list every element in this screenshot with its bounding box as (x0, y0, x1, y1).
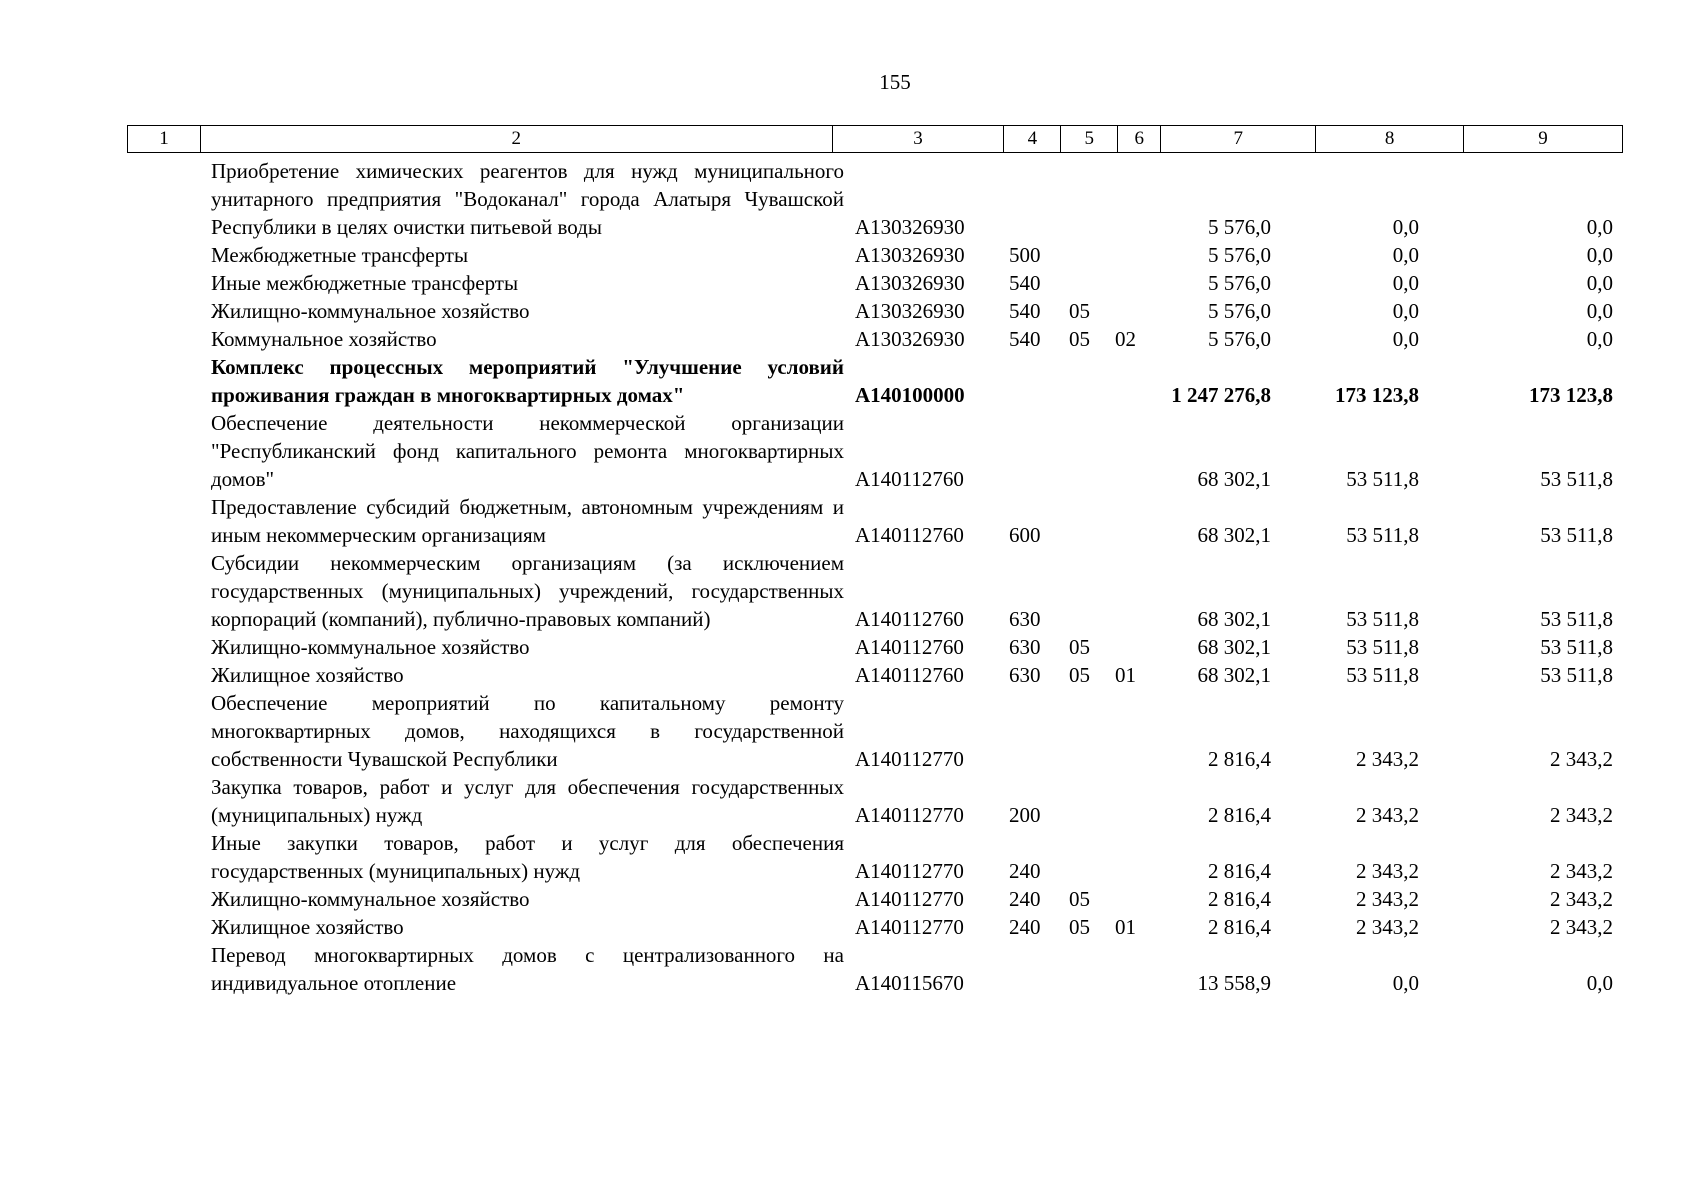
row-value-1: 2 816,4 (1208, 803, 1271, 827)
row-expense-type: 240 (1009, 915, 1041, 939)
row-value-3: 0,0 (1586, 215, 1613, 239)
table-row (127, 409, 1623, 493)
row-code: А140112760 (855, 467, 964, 491)
row-value-3: 2 343,2 (1550, 803, 1613, 827)
row-value-1: 13 558,9 (1197, 971, 1271, 995)
row-code: А140112770 (855, 887, 964, 911)
row-value-1: 5 576,0 (1208, 299, 1271, 323)
table-body (127, 157, 1623, 997)
header-col-5: 5 (1061, 126, 1118, 153)
row-value-1: 68 302,1 (1197, 663, 1271, 687)
row-name: Коммунальное хозяйство (211, 327, 437, 351)
row-expense-type: 540 (1009, 271, 1041, 295)
header-col-6: 6 (1118, 126, 1161, 153)
row-value-1: 2 816,4 (1208, 859, 1271, 883)
row-value-2: 173 123,8 (1335, 383, 1419, 407)
row-name: Жилищно-коммунальное хозяйство (211, 299, 530, 323)
row-subsection: 01 (1115, 663, 1136, 687)
row-value-2: 53 511,8 (1346, 523, 1419, 547)
row-code: А140112770 (855, 803, 964, 827)
row-value-2: 0,0 (1392, 215, 1419, 239)
table-row (127, 661, 1623, 689)
row-value-3: 2 343,2 (1550, 859, 1613, 883)
row-value-3: 0,0 (1586, 299, 1613, 323)
row-value-3: 2 343,2 (1550, 887, 1613, 911)
row-name: Иные закупки товаров, работ и услуг для обеспечения государственных (муниципальных) нужд (211, 831, 844, 883)
row-value-1: 5 576,0 (1208, 327, 1271, 351)
row-expense-type: 540 (1009, 299, 1041, 323)
row-name: Межбюджетные трансферты (211, 243, 469, 267)
row-name: Обеспечение деятельности некоммерческой организации "Республиканский фонд капитального ремонта многоквартирных домов" (211, 411, 844, 491)
row-value-1: 68 302,1 (1197, 607, 1271, 631)
row-value-2: 0,0 (1392, 299, 1419, 323)
row-code: А140112770 (855, 859, 964, 883)
row-name: Закупка товаров, работ и услуг для обеспечения государственных (муниципальных) нужд (211, 775, 844, 827)
table-row (127, 241, 1623, 269)
row-value-2: 53 511,8 (1346, 607, 1419, 631)
row-value-2: 2 343,2 (1356, 803, 1419, 827)
table-header (127, 125, 1623, 153)
row-value-3: 53 511,8 (1540, 467, 1613, 491)
row-subsection: 02 (1115, 327, 1136, 351)
table-row (127, 773, 1623, 829)
row-value-3: 53 511,8 (1540, 607, 1613, 631)
row-section: 05 (1069, 915, 1090, 939)
row-value-3: 0,0 (1586, 971, 1613, 995)
row-value-2: 0,0 (1392, 243, 1419, 267)
table-row (127, 829, 1623, 885)
row-expense-type: 500 (1009, 243, 1041, 267)
row-code: А130326930 (855, 215, 965, 239)
row-value-1: 2 816,4 (1208, 887, 1271, 911)
row-value-2: 2 343,2 (1356, 747, 1419, 771)
row-name: Предоставление субсидий бюджетным, автономным учреждениям и иным некоммерческим организациям (211, 495, 844, 547)
row-code: А130326930 (855, 327, 965, 351)
row-name: Иные межбюджетные трансферты (211, 271, 519, 295)
row-section: 05 (1069, 327, 1090, 351)
row-value-1: 5 576,0 (1208, 215, 1271, 239)
row-value-2: 0,0 (1392, 271, 1419, 295)
row-value-3: 53 511,8 (1540, 663, 1613, 687)
row-name: Жилищно-коммунальное хозяйство (211, 635, 530, 659)
row-section: 05 (1069, 635, 1090, 659)
row-value-3: 53 511,8 (1540, 523, 1613, 547)
row-section: 05 (1069, 887, 1090, 911)
row-code: А130326930 (855, 271, 965, 295)
row-value-3: 0,0 (1586, 271, 1613, 295)
row-value-2: 53 511,8 (1346, 635, 1419, 659)
row-name: Жилищное хозяйство (211, 663, 404, 687)
table-row (127, 157, 1623, 241)
table-row (127, 633, 1623, 661)
row-value-2: 53 511,8 (1346, 663, 1419, 687)
row-section: 05 (1069, 299, 1090, 323)
header-col-9: 9 (1464, 126, 1623, 153)
row-value-3: 2 343,2 (1550, 915, 1613, 939)
row-code: А140112770 (855, 747, 964, 771)
table-row (127, 913, 1623, 941)
header-col-1: 1 (128, 126, 201, 153)
header-col-2: 2 (200, 126, 832, 153)
row-value-1: 68 302,1 (1197, 523, 1271, 547)
row-name: Обеспечение мероприятий по капитальному ремонту многоквартирных домов, находящихся в государственной собственности Чувашской Республики (211, 691, 844, 771)
row-value-1: 2 816,4 (1208, 747, 1271, 771)
header-col-3: 3 (832, 126, 1004, 153)
row-value-1: 5 576,0 (1208, 243, 1271, 267)
row-expense-type: 630 (1009, 607, 1041, 631)
row-value-1: 68 302,1 (1197, 467, 1271, 491)
row-expense-type: 630 (1009, 663, 1041, 687)
row-value-3: 2 343,2 (1550, 747, 1613, 771)
table-row (127, 297, 1623, 325)
row-value-2: 0,0 (1392, 971, 1419, 995)
row-code: А140112760 (855, 635, 964, 659)
table-row (127, 269, 1623, 297)
header-col-7: 7 (1161, 126, 1316, 153)
row-code: А130326930 (855, 243, 965, 267)
row-code: А140112770 (855, 915, 964, 939)
row-expense-type: 630 (1009, 635, 1041, 659)
row-value-3: 0,0 (1586, 243, 1613, 267)
row-value-2: 2 343,2 (1356, 915, 1419, 939)
row-code: А140112760 (855, 607, 964, 631)
row-code: А140112760 (855, 523, 964, 547)
row-name: Приобретение химических реагентов для нужд муниципального унитарного предприятия "Водоканал" города Алатыря Чувашской Республики в целях очистки питьевой воды (211, 159, 844, 239)
row-value-2: 53 511,8 (1346, 467, 1419, 491)
row-code: А140115670 (855, 971, 964, 995)
table-row (127, 493, 1623, 549)
header-col-4: 4 (1004, 126, 1061, 153)
row-code: А140112760 (855, 663, 964, 687)
row-expense-type: 240 (1009, 859, 1041, 883)
row-code: А140100000 (855, 383, 965, 407)
table-row (127, 689, 1623, 773)
row-value-2: 2 343,2 (1356, 887, 1419, 911)
header-col-8: 8 (1316, 126, 1464, 153)
row-value-3: 173 123,8 (1529, 383, 1613, 407)
table-row (127, 941, 1623, 997)
row-expense-type: 600 (1009, 523, 1041, 547)
page-number: 155 (879, 70, 911, 94)
table-row (127, 325, 1623, 353)
row-section: 05 (1069, 663, 1090, 687)
table-row (127, 549, 1623, 633)
row-subsection: 01 (1115, 915, 1136, 939)
row-value-3: 53 511,8 (1540, 635, 1613, 659)
row-code: А130326930 (855, 299, 965, 323)
row-expense-type: 240 (1009, 887, 1041, 911)
row-name: Жилищное хозяйство (211, 915, 404, 939)
row-name: Субсидии некоммерческим организациям (за исключением государственных (муниципальных) учреждений, государственных корпораций (компаний), публично-правовых компаний) (211, 551, 844, 631)
row-expense-type: 200 (1009, 803, 1041, 827)
table-row (127, 353, 1623, 409)
row-value-1: 5 576,0 (1208, 271, 1271, 295)
row-value-2: 0,0 (1392, 327, 1419, 351)
row-value-1: 1 247 276,8 (1171, 383, 1271, 407)
table-row (127, 885, 1623, 913)
row-value-3: 0,0 (1586, 327, 1613, 351)
row-name: Перевод многоквартирных домов с централизованного на индивидуальное отопление (211, 943, 844, 995)
row-value-2: 2 343,2 (1356, 859, 1419, 883)
row-value-1: 2 816,4 (1208, 915, 1271, 939)
row-value-1: 68 302,1 (1197, 635, 1271, 659)
row-expense-type: 540 (1009, 327, 1041, 351)
row-name: Комплекс процессных мероприятий "Улучшение условий проживания граждан в многоквартирных домах" (211, 355, 844, 407)
row-name: Жилищно-коммунальное хозяйство (211, 887, 530, 911)
